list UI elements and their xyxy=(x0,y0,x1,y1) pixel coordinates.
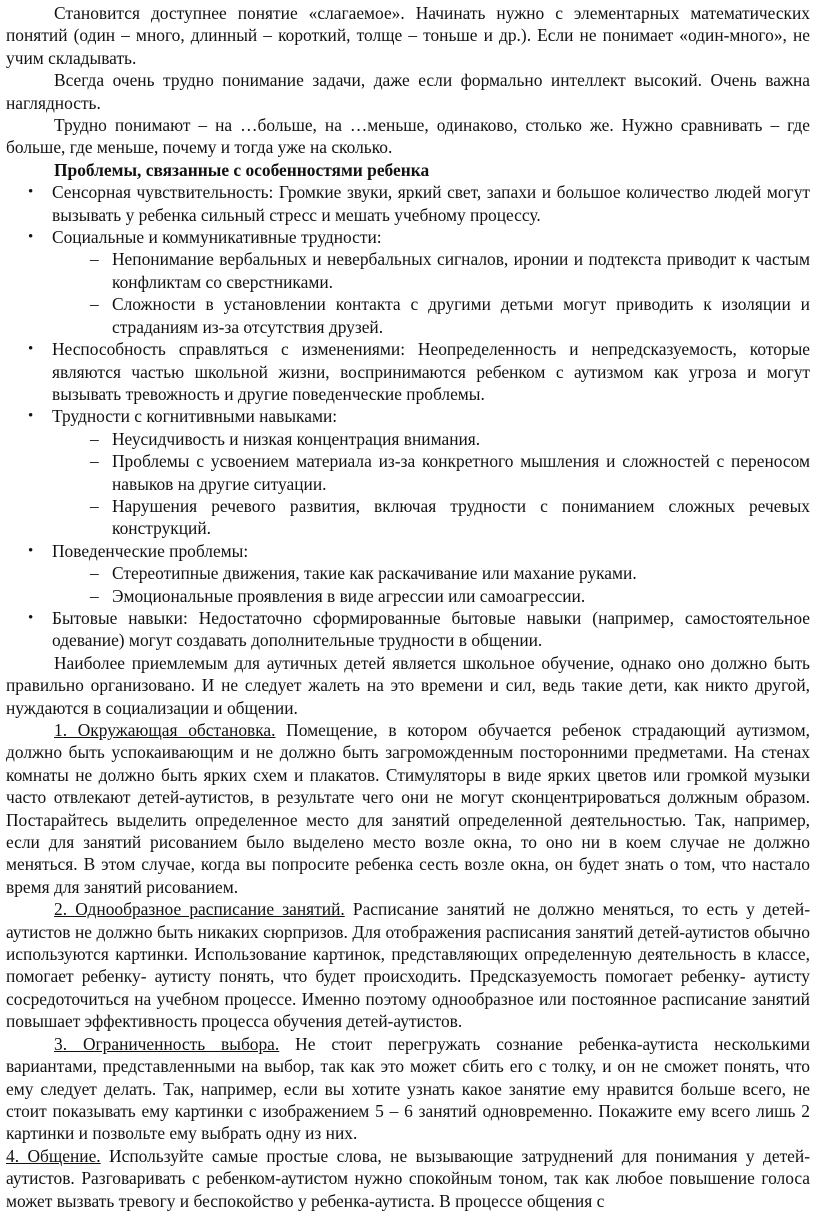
paragraph-task-understanding: Всегда очень трудно понимание задачи, даже если формально интеллект высокий. Очень важна наглядность. xyxy=(6,70,810,113)
section-environment-text: Помещение, в котором обучается ребенок страдающий аутизмом, должно быть успокаивающим и не должно быть загроможденным посторонними предметами. На стенах комнаты не должно быть ярких схем и плакатов. Стимуляторы в виде ярких цветов или громкой музыки часто отвлекают детей-аутистов, в результате чего они не могут сконцентрироваться должным образом. Постарайтесь выделить определенное место для занятий определенной деятельностью. Так, например, если для занятий рисованием было выделено место возле окна, то оно ни в коем случае не должно меняться. В этом случае, когда вы попросите ребенка сесть возле окна, он будет знать о том, что настало время для занятий рисованием. xyxy=(6,720,810,897)
paragraph-addend: Становится доступнее понятие «слагаемое». Начинать нужно с элементарных математических понятий (один – много, длинный – короткий, толще – тоньше и др.). Если не понимает «один-много», не учим складывать. xyxy=(6,3,810,68)
section-schedule-text: Расписание занятий не должно меняться, то есть у детей-аутистов не должно быть никаких сюрпризов. Для отображения расписания занятий детей-аутистов обычно используются картинки. Использование картинок, представляющих определенную деятельность в классе, помогает ребенку- аутисту понять, что будет происходить. Предсказуемость помогает ребенку- аутисту сосредоточиться на учебном процессе. Именно поэтому однообразное или постоянное расписание занятий повышает эффективность процесса обучения детей-аутистов. xyxy=(6,899,810,1032)
section-schedule xyxy=(6,898,810,1032)
list-item-social: • Социальные и коммуникативные трудности: xyxy=(6,226,810,248)
sublist-item-cognitive-2: – Проблемы с усвоением материала из-за конкретного мышления и сложностей с переносом навыков на другие ситуации. xyxy=(6,450,810,495)
section-heading: Проблемы, связанные с особенностями ребенка xyxy=(54,159,430,180)
section-choice-title: 3. Ограниченность выбора. xyxy=(54,1033,280,1054)
sublist-item-social-1: – Непонимание вербальных и невербальных сигналов, иронии и подтекста приводит к частым конфликтам со сверстниками. xyxy=(6,248,810,293)
section-environment xyxy=(6,719,810,898)
sublist-item-cognitive-3: – Нарушения речевого развития, включая трудности с пониманием сложных речевых конструкций. xyxy=(6,495,810,540)
list-item-household: • Бытовые навыки: Недостаточно сформированные бытовые навыки (например, самостоятельное одевание) могут создавать дополнительные трудности в общении. xyxy=(6,607,810,652)
list-item-change: • Неспособность справляться с изменениями: Неопределенность и непредсказуемость, которые являются частью школьной жизни, воспринимаются ребенком с аутизмом как угроза и могут вызывать тревожность и другие поведенческие проблемы. xyxy=(6,338,810,405)
list-item-cognitive: • Трудности с когнитивными навыками: xyxy=(6,405,810,427)
problems-list xyxy=(6,181,810,652)
sublist-item-behavior-1: – Стереотипные движения, такие как раскачивание или махание руками. xyxy=(6,562,810,584)
section-choice xyxy=(6,1033,810,1145)
section-environment-title: 1. Окружающая обстановка. xyxy=(54,720,276,740)
section-communication-title: 4. Общение. xyxy=(6,1145,101,1166)
sublist-item-social-2: – Сложности в установлении контакта с другими детьми могут приводить к изоляции и страданиям из-за отсутствия друзей. xyxy=(6,293,810,338)
section-communication-text: Используйте самые простые слова, не вызывающие затруднений для понимания у детей-аутистов. Разговаривать с ребенком-аутистом нужно спокойным тоном, так как любое повышение голоса может вызвать тревогу и беспокойство у ребенка-аутиста. В процессе общения с xyxy=(6,1145,810,1211)
section-schedule-title: 2. Однообразное расписание занятий. xyxy=(54,899,345,920)
list-item-behavior: • Поведенческие проблемы: xyxy=(6,540,810,562)
section-communication xyxy=(6,1145,810,1212)
sublist-item-behavior-2: – Эмоциональные проявления в виде агрессии или самоагрессии. xyxy=(6,585,810,607)
list-item-sensory: • Сенсорная чувствительность: Громкие звуки, яркий свет, запахи и большое количество людей могут вызывать у ребенка сильный стресс и мешать учебному процессу. xyxy=(6,181,810,226)
paragraph-school-education: Наиболее приемлемым для аутичных детей является школьное обучение, однако оно должно быть правильно организовано. И не следует жалеть на это времени и сил, ведь такие дети, как никто другой, нуждаются в социализации и общении. xyxy=(6,652,810,718)
paragraph-comparison: Трудно понимают – на …больше, на …меньше, одинаково, столько же. Нужно сравнивать – где больше, где меньше, почему и тогда уже на сколько. xyxy=(6,115,810,158)
sublist-item-cognitive-1: – Неусидчивость и низкая концентрация внимания. xyxy=(6,428,810,450)
document-body xyxy=(6,2,810,1212)
section-choice-text: Не стоит перегружать сознание ребенка-аутиста несколькими вариантами, представленными на выбор, так как это может сбить его с толку, и он не сможет понять, что ему следует делать. Так, например, если вы хотите узнать какое занятие ему нравится больше всего, не стоит показывать ему картинки с изображением 5 – 6 занятий одновременно. Покажите ему всего лишь 2 картинки и позвольте ему выбрать одну из них. xyxy=(6,1033,810,1144)
